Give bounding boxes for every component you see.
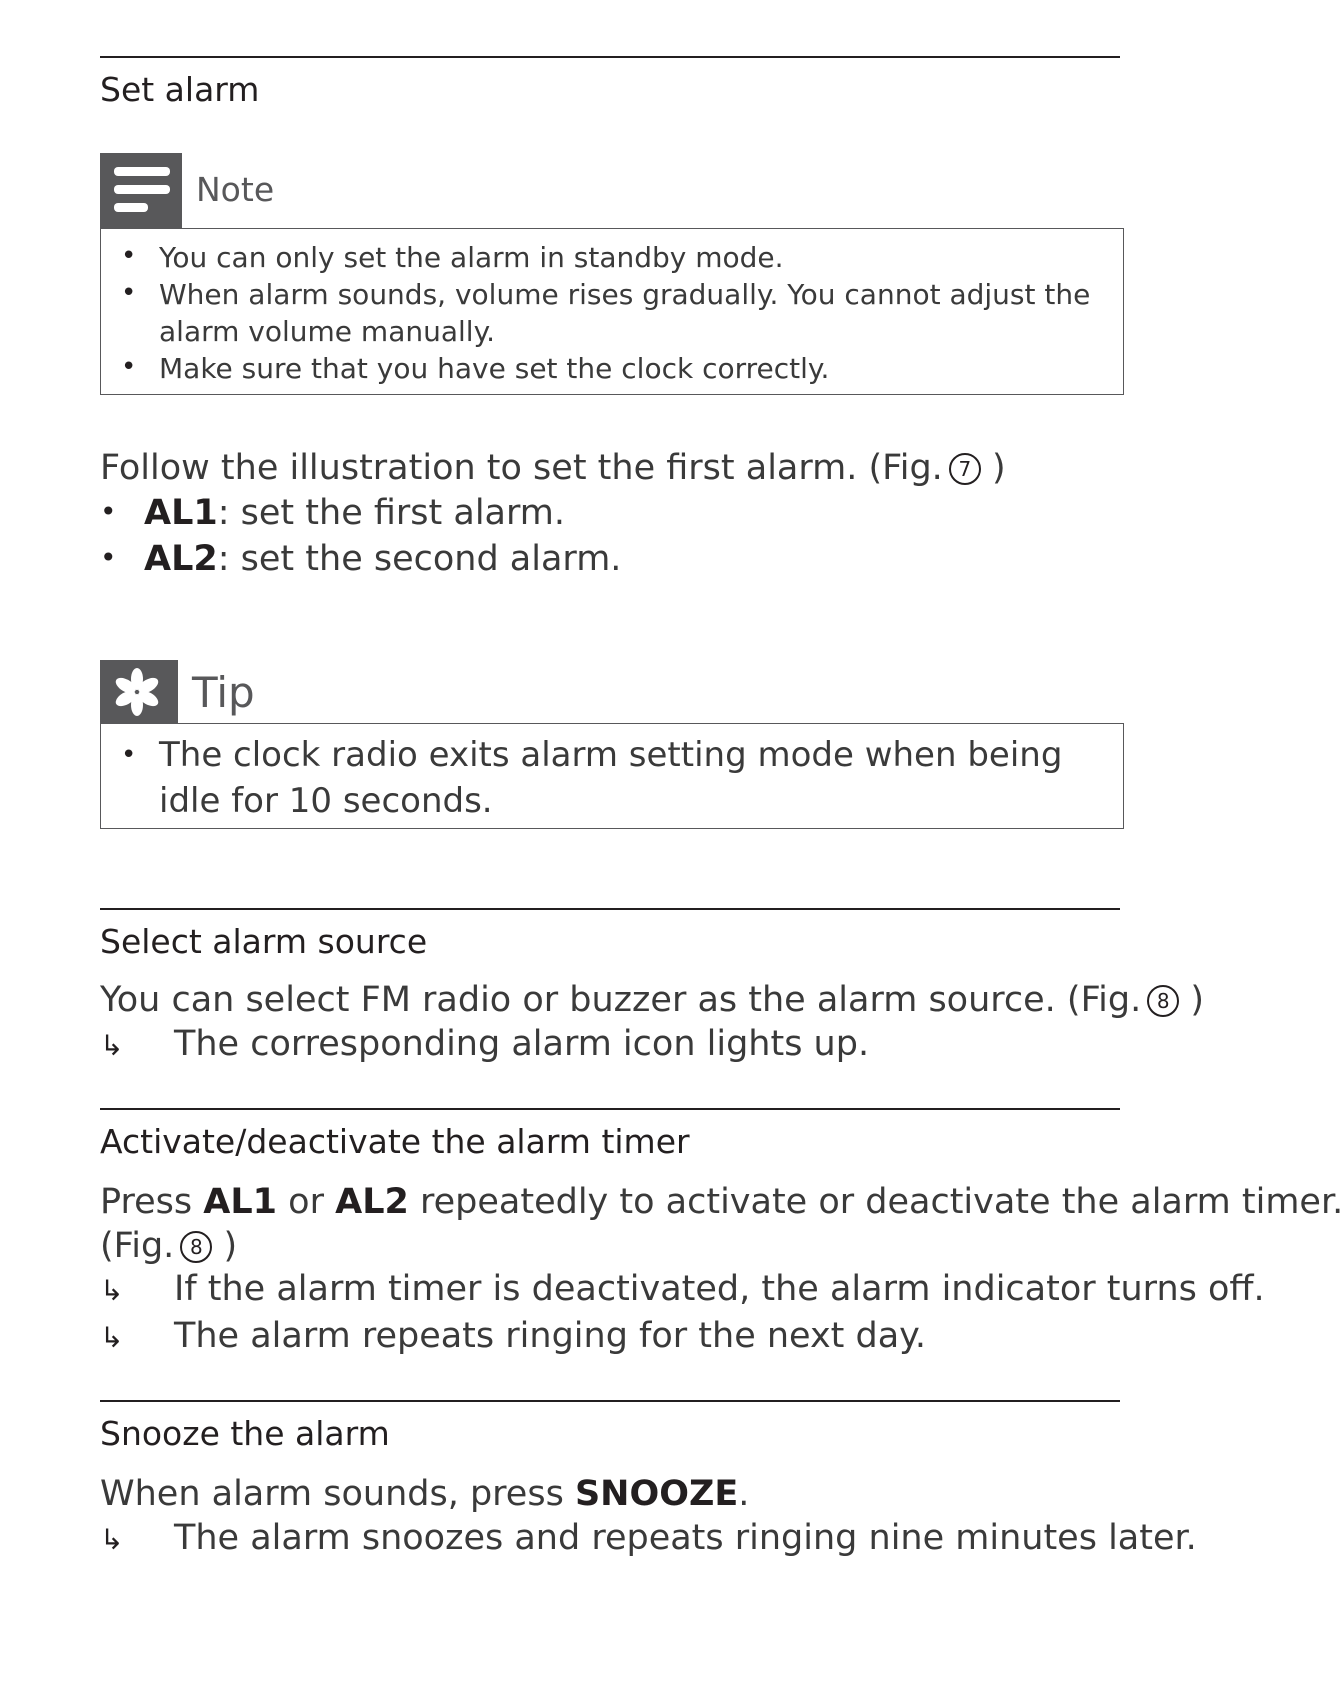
tip-item: • The clock radio exits alarm setting mode when being idle for 10 seconds. — [117, 732, 1097, 824]
set-alarm-intro: Follow the illustration to set the first alarm. (Fig. 7 ) — [100, 448, 1006, 488]
snooze-text: When alarm sounds, press SNOOZE. — [100, 1474, 750, 1514]
note-box — [100, 228, 1124, 395]
key-label: AL1 — [203, 1182, 278, 1222]
figure-reference: 8 — [180, 1231, 212, 1263]
tip-box — [100, 723, 1124, 829]
result-arrow-icon: ↳ — [100, 1321, 124, 1354]
result-arrow-icon: ↳ — [100, 1029, 124, 1062]
section-heading-activate: Activate/deactivate the alarm timer — [100, 1122, 690, 1161]
key-label: AL1 — [144, 493, 218, 533]
select-source-text: You can select FM radio or buzzer as the alarm source. (Fig. 8 ) — [100, 980, 1205, 1020]
tip-icon — [100, 660, 178, 724]
note-icon — [100, 153, 182, 229]
section-heading-set-alarm: Set alarm — [100, 70, 260, 109]
section-rule — [100, 1400, 1120, 1402]
activate-text: Press AL1 or AL2 repeatedly to activate or deactivate the alarm timer. — [100, 1182, 1343, 1222]
section-heading-select-source: Select alarm source — [100, 922, 428, 961]
list-item: • AL2: set the second alarm. — [100, 539, 622, 579]
list-item: • AL1: set the first alarm. — [100, 493, 565, 533]
tip-title: Tip — [192, 668, 255, 717]
section-rule — [100, 1108, 1120, 1110]
note-item: • When alarm sounds, volume rises gradually. You cannot adjust the alarm volume manually. — [117, 276, 1097, 350]
result-item: ↳ The alarm snoozes and repeats ringing nine minutes later. — [100, 1518, 1197, 1558]
note-item: • Make sure that you have set the clock correctly. — [117, 350, 1097, 387]
result-arrow-icon: ↳ — [100, 1274, 124, 1307]
result-arrow-icon: ↳ — [100, 1523, 124, 1556]
result-item: ↳ If the alarm timer is deactivated, the alarm indicator turns off. — [100, 1269, 1265, 1309]
figure-reference: 7 — [949, 453, 981, 485]
section-rule — [100, 908, 1120, 910]
note-item: • You can only set the alarm in standby mode. — [117, 239, 1097, 276]
result-item: ↳ The alarm repeats ringing for the next day. — [100, 1316, 927, 1356]
section-rule — [100, 56, 1120, 58]
activate-fig-line: (Fig. 8 ) — [100, 1226, 238, 1266]
key-label: AL2 — [144, 539, 218, 579]
key-label: AL2 — [335, 1182, 409, 1222]
section-heading-snooze: Snooze the alarm — [100, 1414, 390, 1453]
figure-reference: 8 — [1147, 985, 1179, 1017]
result-item: ↳ The corresponding alarm icon lights up. — [100, 1024, 870, 1064]
note-title: Note — [196, 170, 275, 209]
key-label: SNOOZE — [574, 1474, 739, 1514]
